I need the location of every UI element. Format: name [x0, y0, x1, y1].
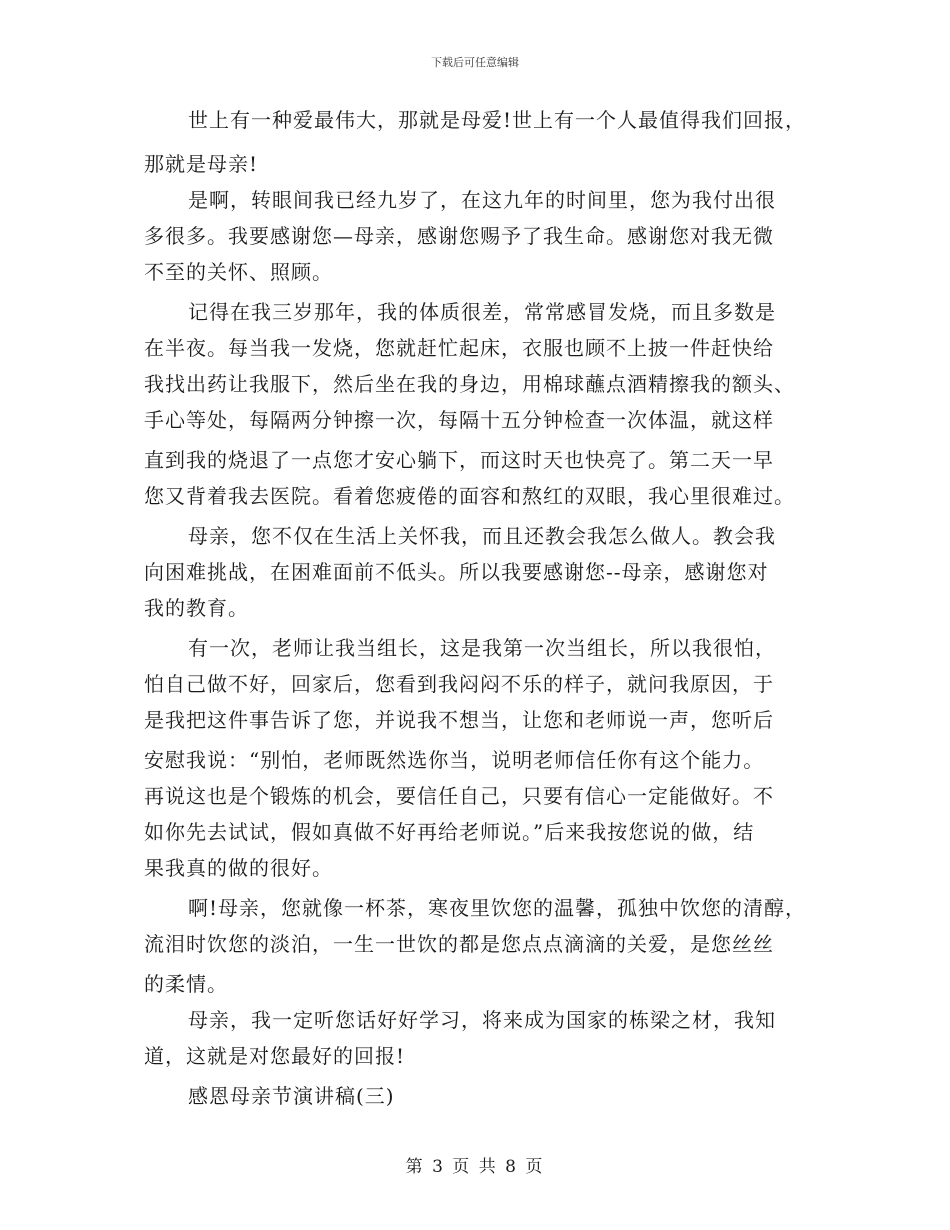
text-line: 安慰我说：“别怕，老师既然选你当，说明老师信任你有这个能力。: [144, 748, 765, 772]
text-line: 啊!母亲，您就像一杯茶，寒夜里饮您的温馨，孤独中饮您的清醇，: [188, 896, 807, 920]
section-heading: 感恩母亲节演讲稿(三): [188, 1084, 395, 1108]
page-header-note: 下载后可任意编辑: [431, 56, 519, 69]
text-line: 多很多。我要感谢您—母亲，感谢您赐予了我生命。感谢您对我无微: [144, 224, 774, 248]
text-line: 不至的关怀、照顾。: [144, 260, 333, 284]
text-line: 母亲，我一定听您话好好学习，将来成为国家的栋梁之材，我知: [188, 1008, 776, 1032]
text-line: 再说这也是个锻炼的机会，要信任自己，只要有信心一定能做好。不: [144, 784, 774, 808]
text-line: 道，这就是对您最好的回报!: [144, 1044, 406, 1068]
text-line: 流泪时饮您的淡泊，一生一世饮的都是您点点滴滴的关爱，是您丝丝: [144, 932, 774, 956]
page-number-footer: 第 3 页 共 8 页: [405, 1157, 545, 1177]
text-line: 我的教育。: [144, 596, 249, 620]
text-line: 我找出药让我服下，然后坐在我的身边，用棉球蘸点酒精擦我的额头、: [144, 372, 795, 396]
text-line: 在半夜。每当我一发烧，您就赶忙起床，衣服也顾不上披一件赶快给: [144, 336, 774, 360]
text-line: 手心等处，每隔两分钟擦一次，每隔十五分钟检查一次体温，就这样: [144, 408, 774, 432]
text-line: 直到我的烧退了一点您才安心躺下，而这时天也快亮了。第二天一早: [144, 448, 774, 472]
text-line: 记得在我三岁那年，我的体质很差，常常感冒发烧，而且多数是: [188, 300, 776, 324]
text-line: 那就是母亲!: [144, 152, 259, 176]
text-line: 是我把这件事告诉了您，并说我不想当，让您和老师说一声，您听后: [144, 708, 774, 732]
text-line: 是啊，转眼间我已经九岁了，在这九年的时间里，您为我付出很: [188, 188, 776, 212]
text-line: 怕自己做不好，回家后，您看到我闷闷不乐的样子，就问我原因，于: [144, 672, 774, 696]
text-line: 您又背着我去医院。看着您疲倦的面容和熬红的双眼，我心里很难过。: [144, 484, 795, 508]
text-line: 世上有一种爱最伟大，那就是母爱!世上有一个人最值得我们回报，: [188, 108, 807, 132]
text-line: 果我真的做的很好。: [144, 856, 333, 880]
text-line: 母亲，您不仅在生活上关怀我，而且还教会我怎么做人。教会我: [188, 524, 776, 548]
text-line: 的柔情。: [144, 972, 228, 996]
text-line: 向困难挑战，在困难面前不低头。所以我要感谢您--母亲，感谢您对: [144, 560, 769, 584]
text-line: 有一次，老师让我当组长，这是我第一次当组长，所以我很怕，: [188, 636, 776, 660]
text-line: 如你先去试试，假如真做不好再给老师说。”后来我按您说的做，结: [144, 820, 755, 844]
